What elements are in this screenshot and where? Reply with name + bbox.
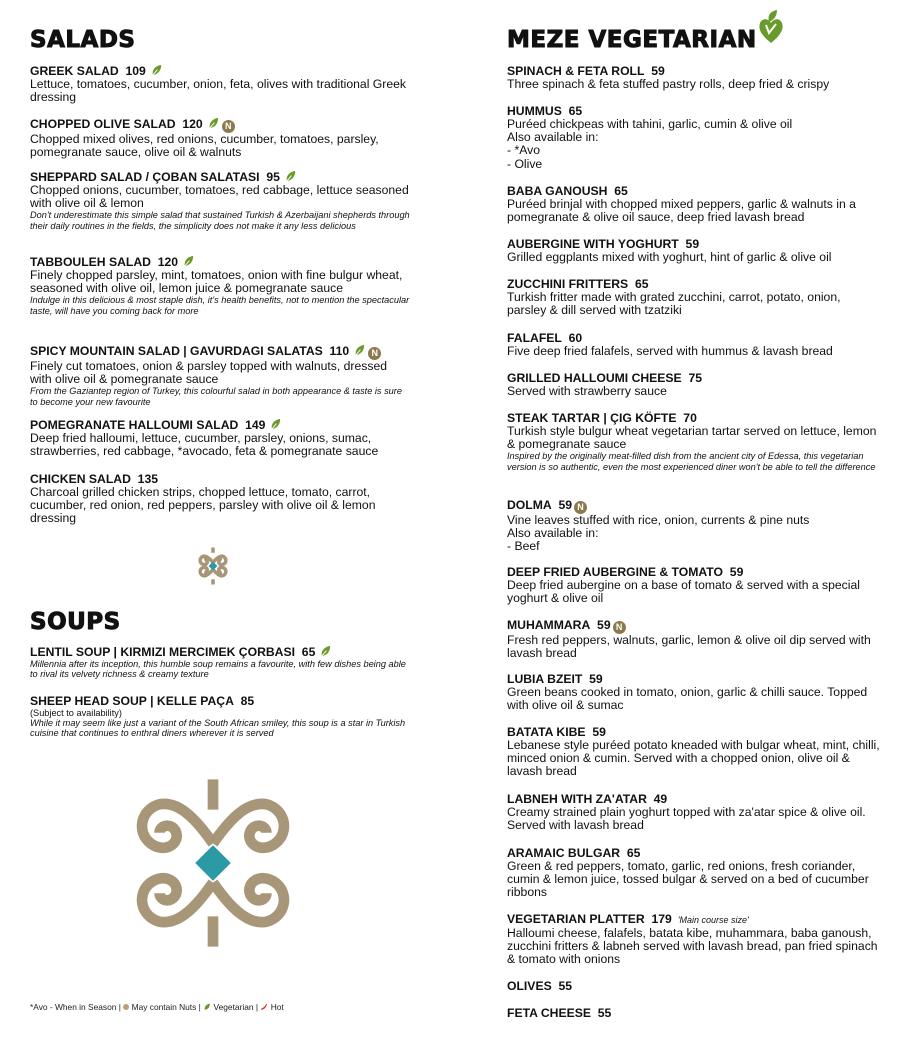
item-note: Millennia after its inception, this humble soup remains a favourite, with few dishes being able to rival its velvety richness & creamy texture <box>30 659 406 680</box>
item-price: 120 <box>157 255 179 269</box>
item-price: 85 <box>240 694 255 708</box>
item-price: 59 <box>589 672 603 686</box>
vegetarian-leaf-icon <box>353 344 366 357</box>
item-description: Halloumi cheese, falafels, batata kibe, muhammara, baba ganoush, zucchini fritters & labneh served with lavash bread, pan fried spinach & tomato with onions <box>507 926 878 967</box>
item-description: Lettuce, tomatoes, cucumber, onion, feta, olives with traditional Greek dressing <box>30 77 406 105</box>
item-name: SHEPPARD SALAD / ÇOBAN SALATASI <box>30 170 260 184</box>
meze-heading-wrap <box>507 27 757 53</box>
item-name: FETA CHEESE <box>507 1006 591 1020</box>
menu-item <box>507 672 882 712</box>
item-name: ARAMAIC BULGAR <box>507 846 621 860</box>
item-extra: - Beef <box>507 539 540 554</box>
vegetarian-heart-icon <box>757 9 785 45</box>
legend <box>30 1002 284 1012</box>
item-extra: - Olive <box>507 156 543 171</box>
item-name: POMEGRANATE HALLOUMI SALAD <box>30 418 239 432</box>
menu-item <box>30 117 410 159</box>
item-description: Chopped mixed olives, red onions, cucumber, tomatoes, parsley, pomegranate sauce, olive oil & walnuts <box>30 132 379 160</box>
menu-item <box>507 792 882 832</box>
menu-item <box>507 237 882 264</box>
item-description: Turkish fritter made with grated zucchini, carrot, potato, onion, parsley & dill served with tzatziki <box>507 290 841 318</box>
menu-item <box>30 472 410 526</box>
item-price: 59 <box>592 725 606 739</box>
item-price: 60 <box>568 331 583 345</box>
nuts-dot-icon <box>123 1004 129 1010</box>
vegetarian-leaf-icon <box>207 117 220 130</box>
ornament-large-icon <box>122 774 304 952</box>
item-tag: 'Main course size' <box>677 915 749 925</box>
item-price: 70 <box>683 411 697 425</box>
item-note: Don't underestimate this simple salad that sustained Turkish & Azerbaijani shepherds through their daily routines in the fields, the simplicity does not make it any less delicious <box>30 210 410 231</box>
item-name: OLIVES <box>507 979 552 993</box>
item-description: Grilled eggplants mixed with yoghurt, hint of garlic & olive oil <box>507 250 832 264</box>
item-name: HUMMUS <box>507 104 562 118</box>
item-name: ZUCCHINI FRITTERS <box>507 277 629 291</box>
item-description: Served with strawberry sauce <box>507 384 667 398</box>
item-name: LABNEH WITH ZA'ATAR <box>507 792 647 806</box>
item-name: CHOPPED OLIVE SALAD <box>30 117 176 131</box>
item-note: Indulge in this delicious & most staple dish, it's health benefits, not to mention the spectacular taste, will have you coming back for more <box>30 295 410 316</box>
item-price: 49 <box>653 792 668 806</box>
item-price: 149 <box>245 418 266 432</box>
contains-nuts-icon: N <box>222 120 235 133</box>
menu-item <box>507 725 882 779</box>
item-name: LENTIL SOUP | KIRMIZI MERCIMEK ÇORBASI <box>30 645 296 659</box>
item-note: Inspired by the originally meat-filled dish from the ancient city of Edessa, this vegetarian version is so authentic, even the most experienced diner won't be able to tell the difference <box>507 451 876 472</box>
item-name: CHICKEN SALAD <box>30 472 131 486</box>
item-name: TABBOULEH SALAD <box>30 255 151 269</box>
item-name: SPICY MOUNTAIN SALAD | GAVURDAGI SALATAS <box>30 344 323 358</box>
item-price: 75 <box>688 371 703 385</box>
menu-item <box>507 618 882 660</box>
item-description: Five deep fried falafels, served with hummus & lavash bread <box>507 344 833 358</box>
vegetarian-leaf-icon <box>150 64 163 77</box>
item-name: SPINACH & FETA ROLL <box>507 64 645 78</box>
soups-heading: SOUPS <box>30 609 121 635</box>
item-name: STEAK TARTAR | ÇIG KÖFTE <box>507 411 677 425</box>
item-price: 120 <box>182 117 203 131</box>
item-price: 110 <box>329 344 350 358</box>
contains-nuts-icon: N <box>574 501 587 514</box>
menu-item <box>30 170 410 231</box>
item-price: 135 <box>137 472 159 486</box>
menu-item <box>30 418 410 458</box>
legend-hot: Hot <box>270 1002 284 1012</box>
item-name: GREEK SALAD <box>30 64 119 78</box>
item-name: MUHAMMARA <box>507 618 591 632</box>
vegetarian-leaf-icon <box>182 255 195 268</box>
item-description: Fresh red peppers, walnuts, garlic, lemon & olive oil dip served with lavash bread <box>507 633 871 661</box>
menu-item <box>507 331 882 358</box>
item-name: DEEP FRIED AUBERGINE & TOMATO <box>507 565 724 579</box>
item-name: VEGETARIAN PLATTER <box>507 912 645 926</box>
menu-item <box>507 277 882 317</box>
item-availability: (Subject to availability) <box>30 708 122 718</box>
item-description: Deep fried aubergine on a base of tomato & served with a special yoghurt & olive oil <box>507 578 860 606</box>
item-name: SHEEP HEAD SOUP | KELLE PAÇA <box>30 694 234 708</box>
menu-item <box>30 694 410 739</box>
item-description: Finely cut tomatoes, onion & parsley topped with walnuts, dressed with olive oil & pomegranate sauce <box>30 359 388 387</box>
item-name: FALAFEL <box>507 331 562 345</box>
menu-item <box>507 64 882 91</box>
item-price: 95 <box>266 170 280 184</box>
item-price: 65 <box>626 846 641 860</box>
item-extra: Also available in: <box>507 526 599 541</box>
item-name: LUBIA BZEIT <box>507 672 583 686</box>
item-description: Creamy strained plain yoghurt topped with za'atar spice & olive oil. Served with lavash bread <box>507 805 866 833</box>
menu-item <box>507 979 882 993</box>
item-price: 65 <box>614 184 628 198</box>
menu-item <box>507 184 882 224</box>
item-name: GRILLED HALLOUMI CHEESE <box>507 371 682 385</box>
menu-item <box>30 344 410 407</box>
item-description: Puréed brinjal with chopped mixed peppers, garlic & walnuts in a pomegranate & olive oil sauce, deep fried lavash bread <box>507 197 856 225</box>
contains-nuts-icon: N <box>613 621 626 634</box>
item-price: 55 <box>558 979 573 993</box>
item-price: 55 <box>597 1006 612 1020</box>
item-description: Vine leaves stuffed with rice, onion, currents & pine nuts <box>507 513 810 527</box>
menu-item <box>507 411 882 472</box>
item-price: 59 <box>651 64 665 78</box>
item-extra: - *Avo <box>507 143 540 158</box>
contains-nuts-icon: N <box>368 347 381 360</box>
salads-heading-wrap <box>30 27 135 53</box>
vegetarian-leaf-icon <box>284 170 297 183</box>
item-price: 65 <box>301 645 316 659</box>
item-description: Lebanese style puréed potato kneaded with bulgar wheat, mint, chilli, minced onion & cumin. Served with a chopped onion, olive oil & lavash bread <box>507 738 880 779</box>
item-price: 109 <box>125 64 146 78</box>
salads-heading: SALADS <box>30 27 136 53</box>
item-description: Chopped onions, cucumber, tomatoes, red cabbage, lettuce seasoned with olive oil & lemon <box>30 183 409 211</box>
item-price: 65 <box>634 277 649 291</box>
item-name: AUBERGINE WITH YOGHURT <box>507 237 679 251</box>
item-price: 65 <box>568 104 583 118</box>
item-description: Deep fried halloumi, lettuce, cucumber, parsley, onions, sumac, strawberries, red cabbage, *avocado, feta & pomegranate sauce <box>30 431 379 459</box>
vegetarian-leaf-icon <box>319 645 332 658</box>
menu-item <box>507 371 882 398</box>
item-description: Green & red peppers, tomato, garlic, red onions, fresh coriander, cumin & lemon juice, tossed bulgar & served on a bed of cucumber ribbons <box>507 859 869 900</box>
item-extra: Also available in: <box>507 130 599 145</box>
chilli-hot-icon <box>260 1003 268 1011</box>
menu-item <box>507 104 882 171</box>
item-description: Turkish style bulgur wheat vegetarian tartar served on lettuce, lemon & pomegranate sauce <box>507 424 877 452</box>
meze-heading: MEZE VEGETARIAN <box>507 27 757 53</box>
item-price: 59 <box>729 565 744 579</box>
item-note: From the Gaziantep region of Turkey, this colourful salad in both appearance & taste is sure to become your new favourite <box>30 386 402 407</box>
item-price: 179 <box>651 912 672 926</box>
item-description: Charcoal grilled chicken strips, chopped lettuce, tomato, carrot, cucumber, red onion, red peppers, parsley with olive oil & lemon dressing <box>30 485 376 526</box>
item-name: BATATA KIBE <box>507 725 586 739</box>
item-description: Three spinach & feta stuffed pastry rolls, deep fried & crispy <box>507 77 830 91</box>
legend-veg: Vegetarian | <box>213 1002 259 1012</box>
menu-item <box>30 64 410 104</box>
soups-heading-wrap <box>30 609 121 635</box>
item-price: 59 <box>685 237 700 251</box>
menu-item <box>507 498 882 554</box>
ornament-small-icon <box>191 544 235 588</box>
item-description: Finely chopped parsley, mint, tomatoes, onion with fine bulgur wheat, seasoned with olive oil, lemon juice & pomegranate sauce <box>30 268 403 296</box>
legend-nuts: May contain Nuts | <box>131 1002 201 1012</box>
item-price: 59 <box>558 498 573 512</box>
vegetarian-leaf-icon <box>269 418 282 431</box>
item-note: While it may seem like just a variant of the South African smiley, this soup is a star in Turkish cuisine that continues to enthral diners wherever it is served <box>30 718 406 739</box>
item-price: 59 <box>597 618 611 632</box>
menu-item <box>507 1006 882 1020</box>
item-name: DOLMA <box>507 498 552 512</box>
item-description: Green beans cooked in tomato, onion, garlic & chilli sauce. Topped with olive oil & sumac <box>507 685 868 713</box>
item-description: Puréed chickpeas with tahini, garlic, cumin & olive oil <box>507 117 793 131</box>
item-name: BABA GANOUSH <box>507 184 608 198</box>
menu-item <box>30 645 410 679</box>
legend-avo: *Avo - When in Season | <box>30 1002 121 1012</box>
menu-item <box>507 912 882 967</box>
menu-item <box>507 565 882 605</box>
menu-item <box>507 846 882 900</box>
menu-item <box>30 255 410 316</box>
vegetarian-leaf-icon <box>203 1003 211 1011</box>
